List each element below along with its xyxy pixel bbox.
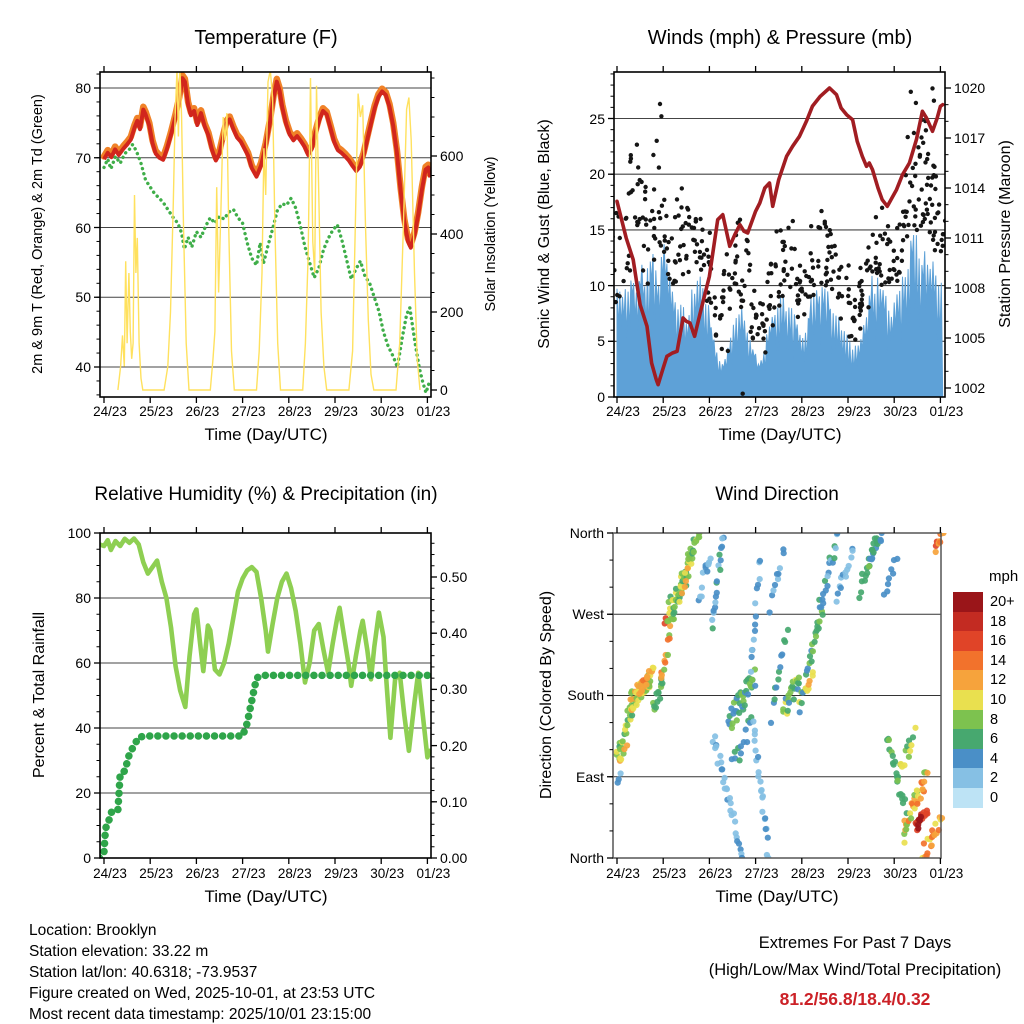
x-axis-label-wind-direction: Time (Day/UTC) <box>715 887 839 906</box>
colorbar-label: 0 <box>990 790 999 806</box>
x-tick-label: 25/23 <box>139 404 174 419</box>
y-tick-label: 80 <box>75 590 91 606</box>
y-axis-label-direction-left: Direction (Colored By Speed) <box>538 590 555 800</box>
y-tick-label: 20 <box>75 785 91 801</box>
y-tick-label: 40 <box>75 359 91 375</box>
y-tick-label: 0.10 <box>440 793 468 810</box>
colorbar-segment <box>953 690 983 710</box>
y-tick-label: 15 <box>589 221 605 238</box>
y-tick-label: 200 <box>440 304 464 320</box>
y-tick-label: 1011 <box>954 229 985 246</box>
colorbar-label: 10 <box>990 692 1007 708</box>
y-tick-label: 1017 <box>954 129 986 146</box>
colorbar-label: 16 <box>990 633 1007 650</box>
colorbar-segment <box>953 788 983 808</box>
y-tick-label: East <box>575 768 604 785</box>
x-tick-label: 26/23 <box>698 866 733 881</box>
y-tick-label: 0.30 <box>440 681 468 698</box>
x-tick-label: 26/23 <box>185 404 220 419</box>
x-tick-label: 26/23 <box>698 404 733 419</box>
x-tick-label: 30/23 <box>370 404 405 419</box>
y-tick-label: 0 <box>597 389 605 405</box>
y-tick-label: 1020 <box>954 80 986 96</box>
x-tick-label: 30/23 <box>370 866 405 881</box>
chart-title-wind-direction: Wind Direction <box>715 484 839 505</box>
y-tick-label: 60 <box>75 219 91 236</box>
y-axis-label-solar-right: Solar Insolation (Yellow) <box>483 156 499 312</box>
x-tick-label: 01/23 <box>416 866 451 881</box>
colorbar-segment <box>953 749 983 769</box>
x-tick-label: 28/23 <box>790 866 825 881</box>
y-tick-label: West <box>572 606 604 623</box>
x-tick-label: 29/23 <box>324 404 358 419</box>
y-tick-label: North <box>569 524 604 541</box>
y-tick-label: 100 <box>67 525 91 541</box>
y-tick-label: 1008 <box>954 279 986 296</box>
y-tick-label: 60 <box>75 655 91 671</box>
x-tick-label: 24/23 <box>93 404 127 419</box>
y-tick-label: 0 <box>83 850 91 866</box>
x-tick-label: 29/23 <box>324 866 358 881</box>
y-tick-label: 10 <box>589 277 605 294</box>
x-tick-label: 25/23 <box>652 866 687 881</box>
x-tick-label: 27/23 <box>744 404 779 419</box>
extremes-title: Extremes For Past 7 Days <box>758 934 952 952</box>
footer-latlon: Station lat/lon: 40.6318; -73.9537 <box>29 964 258 981</box>
colorbar-title: mph <box>989 568 1019 585</box>
chart-title-temperature: Temperature (F) <box>194 27 338 49</box>
y-tick-label: 1005 <box>954 329 986 346</box>
colorbar-label: 6 <box>990 731 999 748</box>
chart-title-humidity-precip: Relative Humidity (%) & Precipitation (in) <box>94 484 438 505</box>
y-axis-label-pressure-right: Station Pressure (Maroon) <box>997 140 1014 328</box>
y-tick-label: 0 <box>440 382 448 398</box>
footer-timestamp: Most recent data timestamp: 2025/10/01 23:15:00 <box>29 1006 372 1023</box>
x-tick-label: 01/23 <box>416 404 451 419</box>
colorbar-label: 18 <box>990 613 1007 630</box>
y-tick-label: 600 <box>440 148 464 164</box>
extremes-subtitle: (High/Low/Max Wind/Total Precipitation) <box>708 961 1002 979</box>
colorbar-segment <box>953 710 983 730</box>
colorbar-segment <box>953 651 983 671</box>
y-tick-label: 1014 <box>954 179 986 196</box>
y-tick-label: 5 <box>597 333 605 350</box>
y-tick-label: 400 <box>440 226 464 242</box>
y-tick-label: 70 <box>75 149 91 166</box>
extremes-values: 81.2/56.8/18.4/0.32 <box>779 989 931 1009</box>
y-tick-label: North <box>569 850 604 866</box>
x-axis-label-temperature: Time (Day/UTC) <box>204 425 328 444</box>
y-tick-label: 50 <box>75 289 91 306</box>
y-tick-label: South <box>567 687 604 704</box>
colorbar-label: 12 <box>990 672 1007 689</box>
x-tick-label: 24/23 <box>93 866 127 881</box>
x-tick-label: 24/23 <box>606 404 640 419</box>
x-tick-label: 27/23 <box>744 866 779 881</box>
x-tick-label: 28/23 <box>790 404 825 419</box>
colorbar-segment <box>953 592 983 612</box>
colorbar-segment <box>953 729 983 749</box>
y-tick-label: 80 <box>75 80 91 96</box>
x-tick-label: 25/23 <box>652 404 687 419</box>
colorbar-label: 8 <box>990 711 999 728</box>
x-tick-label: 28/23 <box>277 866 312 881</box>
footer-created: Figure created on Wed, 2025-10-01, at 23:53 UTC <box>29 985 376 1002</box>
chart-title-winds-pressure: Winds (mph) & Pressure (mb) <box>647 27 913 49</box>
x-axis-label-humidity: Time (Day/UTC) <box>204 887 328 906</box>
y-tick-label: 0.40 <box>440 625 468 642</box>
colorbar-segment <box>953 612 983 632</box>
footer-location: Location: Brooklyn <box>29 922 157 939</box>
y-tick-label: 25 <box>589 110 605 127</box>
x-tick-label: 28/23 <box>277 404 312 419</box>
x-tick-label: 30/23 <box>883 866 918 881</box>
colorbar-segment <box>953 768 983 788</box>
x-tick-label: 01/23 <box>929 404 964 419</box>
y-tick-label: 40 <box>75 720 91 736</box>
y-tick-label: 0.50 <box>440 569 468 585</box>
x-tick-label: 29/23 <box>837 866 871 881</box>
y-axis-label-wind-left: Sonic Wind & Gust (Blue, Black) <box>536 119 553 349</box>
y-axis-label-temperature-left: 2m & 9m T (Red, Orange) & 2m Td (Green) <box>30 94 46 374</box>
footer-elevation: Station elevation: 33.22 m <box>29 943 209 960</box>
colorbar-label: 20+ <box>990 594 1015 610</box>
x-axis-label-winds: Time (Day/UTC) <box>718 425 842 444</box>
colorbar-segment <box>953 670 983 690</box>
x-tick-label: 30/23 <box>883 404 918 419</box>
y-tick-label: 0.20 <box>440 737 468 754</box>
colorbar-segment <box>953 631 983 651</box>
x-tick-label: 24/23 <box>606 866 640 881</box>
x-tick-label: 27/23 <box>231 866 266 881</box>
x-tick-label: 26/23 <box>185 866 220 881</box>
y-axis-label-humidity-left: Percent & Total Rainfall <box>31 611 48 779</box>
colorbar-label: 2 <box>990 770 999 787</box>
x-tick-label: 01/23 <box>929 866 964 881</box>
y-tick-label: 1002 <box>954 379 986 396</box>
colorbar-label: 4 <box>990 750 999 767</box>
y-tick-label: 20 <box>589 166 605 183</box>
x-tick-label: 29/23 <box>837 404 871 419</box>
y-tick-label: 0.00 <box>440 850 468 866</box>
colorbar-label: 14 <box>990 652 1007 669</box>
x-tick-label: 27/23 <box>231 404 266 419</box>
x-tick-label: 25/23 <box>139 866 174 881</box>
